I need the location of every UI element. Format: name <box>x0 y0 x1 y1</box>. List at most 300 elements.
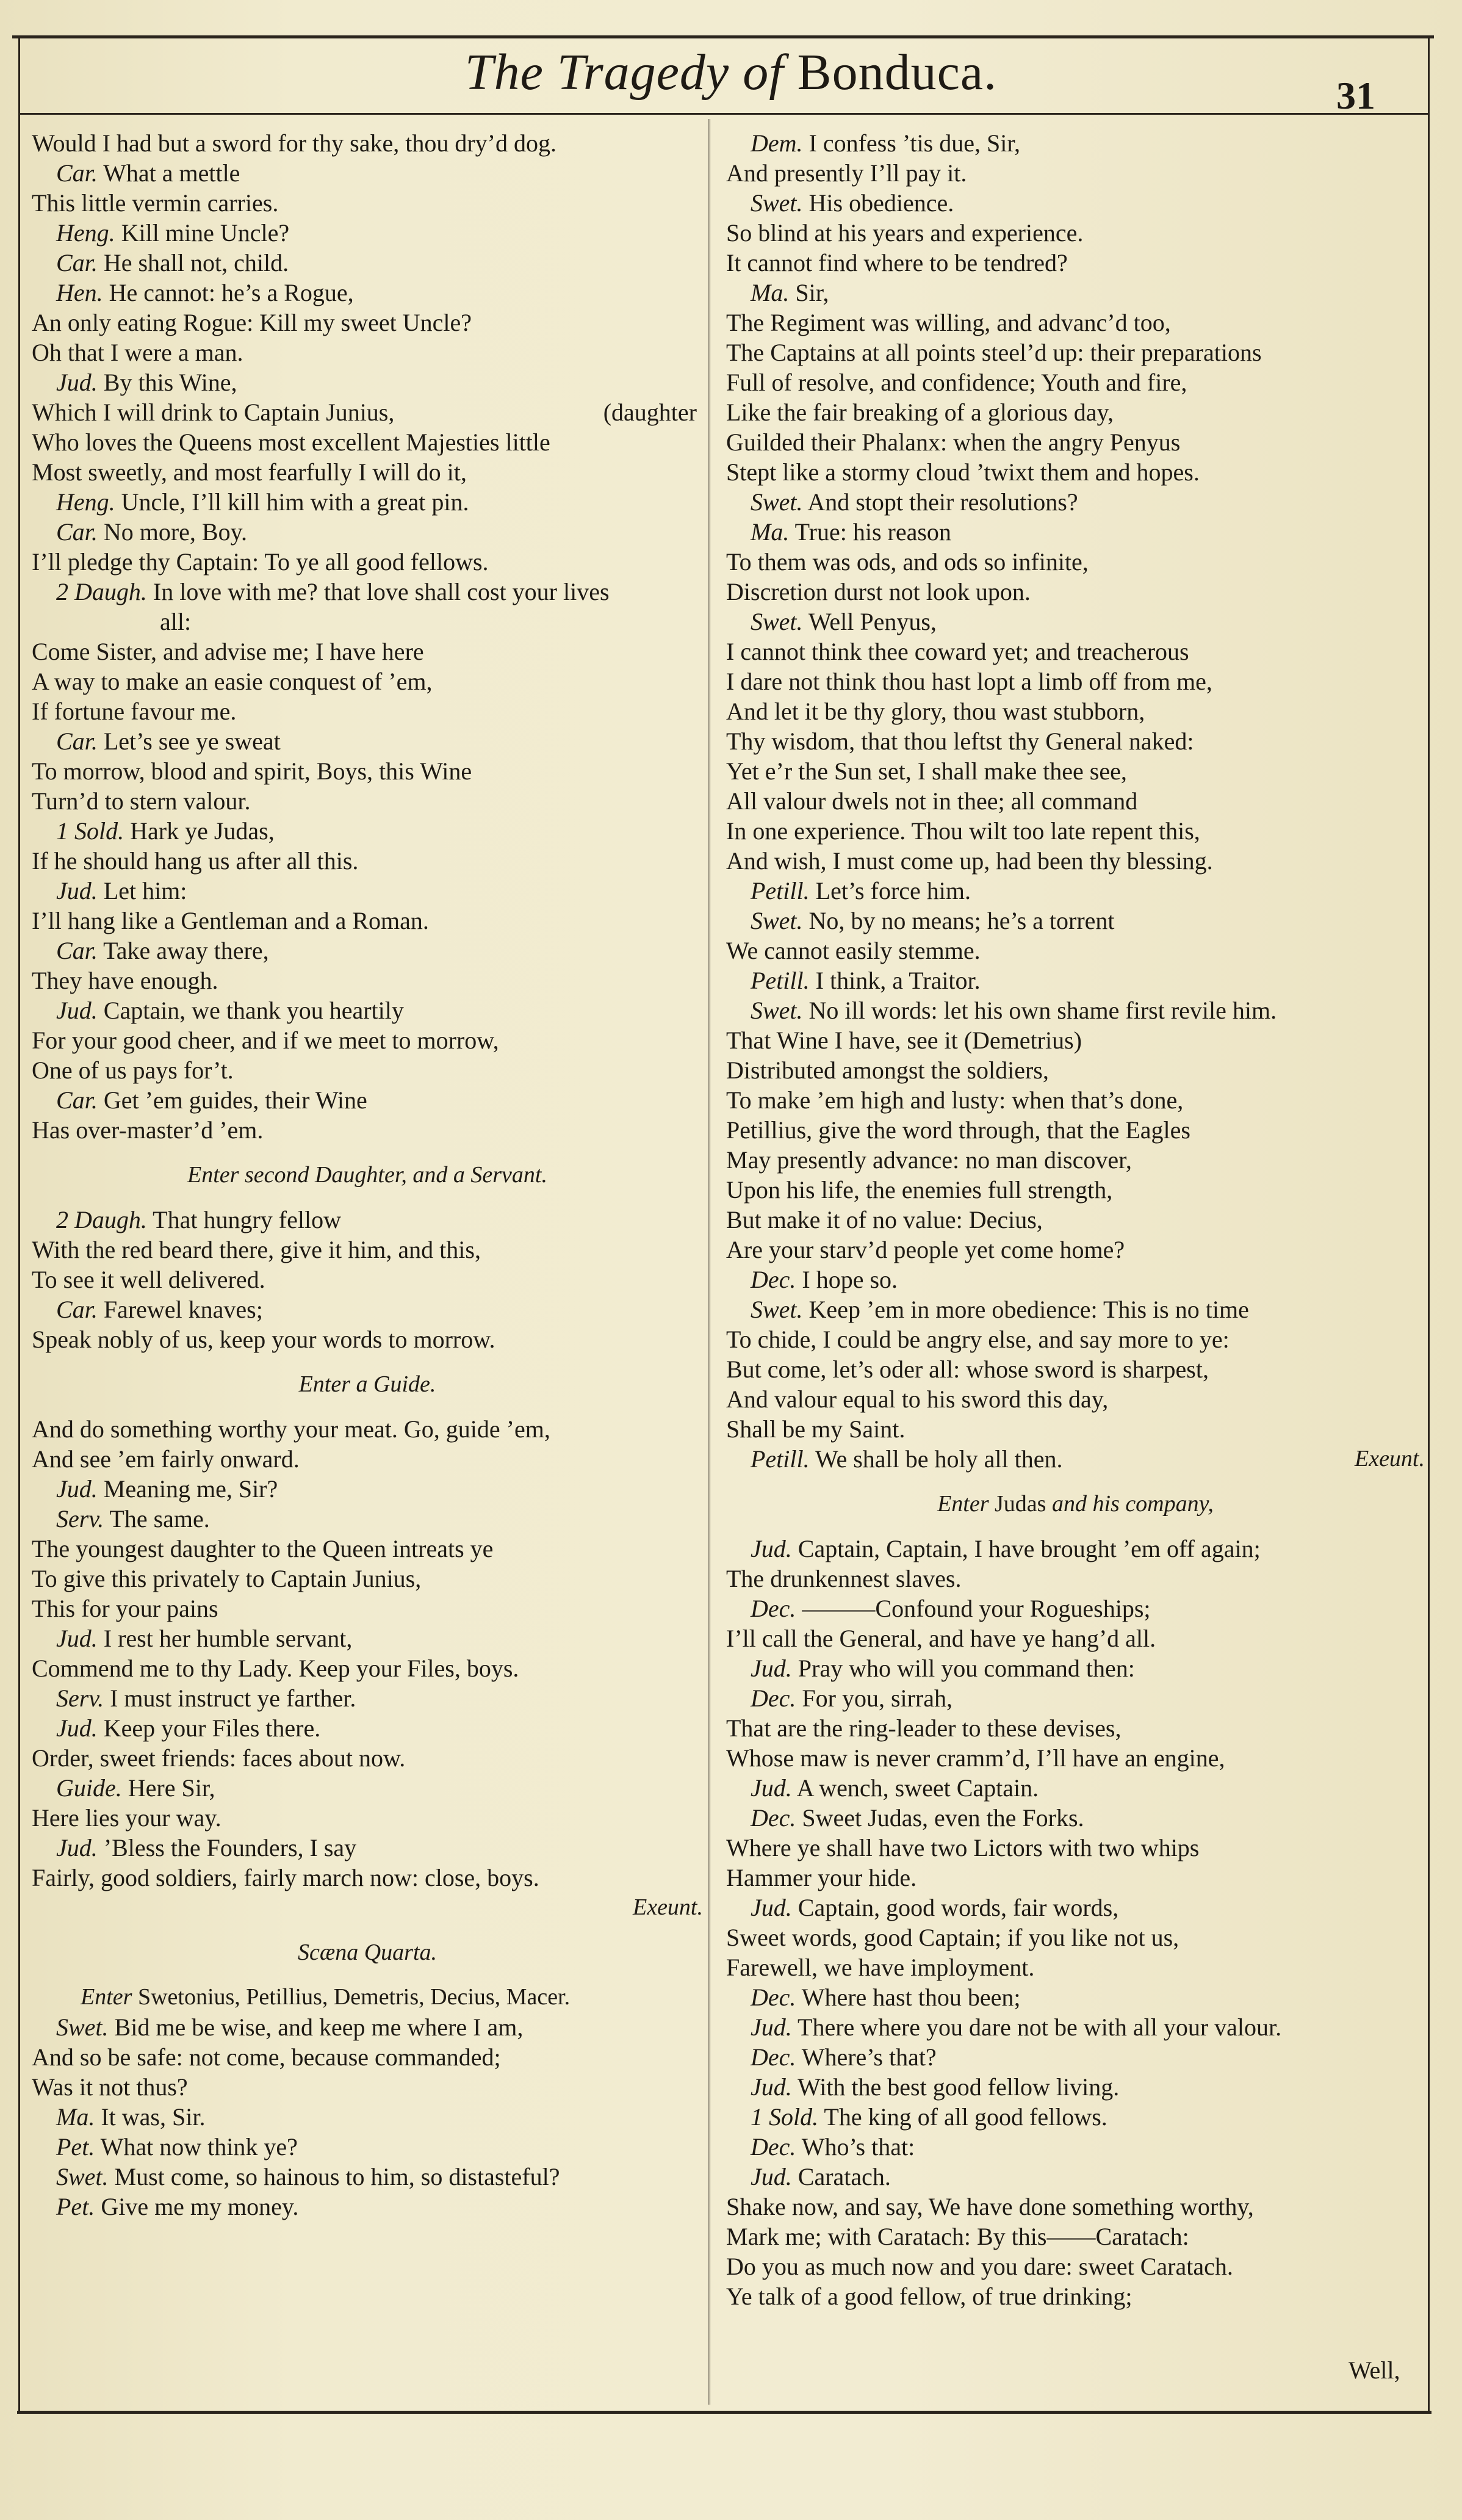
scene-heading: Scæna Quarta. <box>298 1940 437 1965</box>
speaker-name: Serv. <box>56 1505 104 1533</box>
speaker-name: Dec. <box>751 1266 796 1293</box>
verse-text: May presently advance: no man discover, <box>726 1146 1132 1174</box>
speech-text: By this Wine, <box>103 369 237 396</box>
verse-text: If fortune favour me. <box>32 698 237 725</box>
speech-line <box>32 1623 703 1653</box>
verse-line <box>726 457 1425 487</box>
verse-line <box>726 2281 1425 2311</box>
verse-text: For your good cheer, and if we meet to morrow, <box>32 1027 499 1054</box>
verse-text: Has over-master’d ’em. <box>32 1116 264 1144</box>
verse-line <box>726 1145 1425 1175</box>
title-tragedy: Tragedy <box>556 44 730 101</box>
speech-line <box>32 487 703 517</box>
verse-text: Speak nobly of us, keep your words to morrow. <box>32 1326 495 1353</box>
verse-text: To chide, I could be angry else, and say more to ye: <box>726 1326 1230 1353</box>
speech-line <box>726 2102 1425 2132</box>
verse-text: To them was ods, and ods so infinite, <box>726 548 1089 576</box>
speech-line <box>32 1474 703 1504</box>
stage-exit: Exeunt. <box>1354 1446 1425 1471</box>
entrance-names: Swetonius, Petillius, Demetris, Decius, Macer. <box>137 1984 571 2010</box>
verse-text: Shake now, and say, We have done something worthy, <box>726 2193 1254 2220</box>
speech-line <box>726 876 1425 906</box>
speech-text: Hark ye Judas, <box>130 817 275 845</box>
speech-line <box>32 2192 703 2222</box>
verse-text: And so be safe: not come, because commanded; <box>32 2043 501 2071</box>
speech-text: Farewel knaves; <box>103 1296 263 1323</box>
speaker-name: Jud. <box>751 2073 792 2101</box>
verse-text: And do something worthy your meat. Go, guide ’em, <box>32 1415 550 1443</box>
verse-line <box>726 1623 1425 1653</box>
verse-line <box>726 846 1425 876</box>
speaker-name: Hen. <box>56 279 103 306</box>
verse-text: Commend me to thy Lady. Keep your Files, boys. <box>32 1655 519 1682</box>
speaker-name: Dec. <box>751 1804 796 1832</box>
verse-line <box>32 1863 703 1893</box>
verse-text: And wish, I must come up, had been thy blessing. <box>726 847 1213 875</box>
speech-text: Let him: <box>103 877 187 904</box>
speech-text: ———Confound your Rogueships; <box>802 1595 1151 1622</box>
top-rule <box>12 35 1434 38</box>
verse-text: Was it not thus? <box>32 2073 188 2101</box>
verse-text: The Regiment was willing, and advanc’d too, <box>726 309 1171 336</box>
speaker-name: 1 Sold. <box>751 2103 819 2131</box>
catchword: Well, <box>1349 2356 1400 2384</box>
speaker-name: Jud. <box>56 1475 98 1503</box>
speech-text: It was, Sir. <box>101 2103 206 2131</box>
speech-text: No more, Boy. <box>103 518 247 546</box>
verse-text: All valour dwels not in thee; all command <box>726 787 1138 815</box>
speech-line <box>726 966 1425 995</box>
verse-text: Are your starv’d people yet come home? <box>726 1236 1125 1263</box>
speech-text: I hope so. <box>802 1266 898 1293</box>
speech-line <box>726 1893 1425 1922</box>
verse-line <box>726 397 1425 427</box>
bottom-rule <box>17 2411 1431 2414</box>
verse-line <box>726 816 1425 846</box>
verse-line <box>726 367 1425 397</box>
verse-text: Yet e’r the Sun set, I shall make thee see, <box>726 757 1127 785</box>
verse-text: Come Sister, and advise me; I have here <box>32 638 424 665</box>
verse-text: I cannot think thee coward yet; and treacherous <box>726 638 1189 665</box>
speech-text: No, by no means; he’s a torrent <box>808 907 1115 934</box>
verse-text: With the red beard there, give it him, and this, <box>32 1236 481 1263</box>
speech-line <box>726 1653 1425 1683</box>
verse-line <box>726 1354 1425 1384</box>
verse-text: Upon his life, the enemies full strength, <box>726 1176 1113 1204</box>
speech-line <box>32 876 703 906</box>
speech-line <box>726 995 1425 1025</box>
verse-line <box>726 1414 1425 1444</box>
verse-text: In one experience. Thou wilt too late repent this, <box>726 817 1200 845</box>
verse-line <box>726 2192 1425 2222</box>
verse-text: Thy wisdom, that thou leftst thy General naked: <box>726 727 1194 755</box>
speech-line <box>726 607 1425 637</box>
verse-text: And see ’em fairly onward. <box>32 1445 300 1473</box>
speech-text: No ill words: let his own shame first revile him. <box>808 997 1277 1024</box>
verse-line <box>726 726 1425 756</box>
speech-text: He shall not, child. <box>103 249 289 276</box>
verse-line <box>32 1594 703 1623</box>
speaker-name: Swet. <box>56 2163 109 2190</box>
speech-line <box>32 2162 703 2192</box>
left-text-column <box>32 128 703 2222</box>
speech-text: Uncle, I’ll kill him with a great pin. <box>121 488 469 516</box>
verse-text: Sweet words, good Captain; if you like not us, <box>726 1924 1179 1951</box>
speech-line <box>32 1205 703 1235</box>
speaker-name: Heng. <box>56 219 115 247</box>
stage-direction: Enter a Guide. <box>298 1371 436 1397</box>
speech-text: That hungry fellow <box>153 1206 341 1233</box>
verse-text: Here lies your way. <box>32 1804 221 1832</box>
speech-line <box>32 1773 703 1803</box>
speech-text: What now think ye? <box>100 2133 298 2161</box>
speech-line <box>32 278 703 308</box>
speech-line <box>32 1294 703 1324</box>
speaker-name: Pet. <box>56 2133 95 2161</box>
speaker-name: 2 Daugh. <box>56 578 147 605</box>
speech-text: Sweet Judas, even the Forks. <box>802 1804 1084 1832</box>
verse-line <box>726 2222 1425 2251</box>
stage-exit: Exeunt. <box>632 1894 703 1920</box>
verse-text: Most sweetly, and most fearfully I will do it, <box>32 458 467 486</box>
running-title <box>0 43 1462 102</box>
verse-line <box>32 1564 703 1594</box>
verse-line <box>726 1564 1425 1594</box>
verse-line <box>32 1743 703 1773</box>
verse-text: To give this privately to Captain Junius, <box>32 1565 422 1592</box>
speaker-name: Jud. <box>56 877 98 904</box>
verse-line <box>32 338 703 367</box>
speech-line <box>726 487 1425 517</box>
verse-text: Distributed amongst the soldiers, <box>726 1056 1049 1084</box>
speaker-name: Ma. <box>751 279 790 306</box>
verse-text: And valour equal to his sword this day, <box>726 1385 1109 1413</box>
verse-line <box>32 1534 703 1564</box>
stage-direction <box>726 1474 1425 1534</box>
verse-text: Whose maw is never cramm’d, I’ll have an engine, <box>726 1744 1225 1772</box>
speech-text: Pray who will you command then: <box>798 1655 1135 1682</box>
speech-text: Let’s force him. <box>815 877 971 904</box>
speaker-name: Swet. <box>751 608 803 635</box>
speech-line <box>726 128 1425 158</box>
verse-line <box>726 1384 1425 1414</box>
verse-text: One of us pays for’t. <box>32 1056 234 1084</box>
verse-line <box>32 1235 703 1265</box>
speech-line <box>726 2132 1425 2162</box>
speech-line <box>726 1594 1425 1623</box>
verse-text: To morrow, blood and spirit, Boys, this Wine <box>32 757 472 785</box>
speaker-name: Swet. <box>751 189 803 217</box>
speech-text: Get ’em guides, their Wine <box>103 1086 367 1114</box>
speech-line <box>726 517 1425 547</box>
verse-text: Like the fair breaking of a glorious day, <box>726 399 1114 426</box>
speech-line <box>32 577 703 607</box>
verse-text: I dare not think thou hast lopt a limb off from me, <box>726 668 1212 695</box>
verse-line <box>32 2042 703 2072</box>
speaker-name: Petill. <box>751 1445 810 1473</box>
verse-text: Petillius, give the word through, that the Eagles <box>726 1116 1190 1144</box>
speech-text: Who’s that: <box>801 2133 915 2161</box>
verse-text: I’ll pledge thy Captain: To ye all good fellows. <box>32 548 489 576</box>
verse-text: And presently I’ll pay it. <box>726 159 967 187</box>
speech-text: With the best good fellow living. <box>798 2073 1120 2101</box>
verse-line <box>32 427 703 457</box>
verse-line <box>726 1863 1425 1893</box>
speech-text: ’Bless the Founders, I say <box>103 1834 357 1861</box>
verse-line <box>726 696 1425 726</box>
speech-line <box>32 1833 703 1863</box>
speaker-name: Ma. <box>751 518 790 546</box>
verse-line <box>32 397 703 427</box>
speaker-name: Dec. <box>751 2133 796 2161</box>
verse-text: Oh that I were a man. <box>32 339 243 366</box>
verse-text: Fairly, good soldiers, fairly march now: close, boys. <box>32 1864 539 1891</box>
speech-text: And stopt their resolutions? <box>807 488 1078 516</box>
speech-text: For you, sirrah, <box>802 1684 953 1712</box>
speech-text: Captain, Captain, I have brought ’em off again; <box>798 1535 1261 1562</box>
speech-line <box>32 1504 703 1534</box>
speech-line <box>726 1444 1425 1474</box>
speech-text: Where hast thou been; <box>801 1984 1021 2011</box>
speaker-name: Car. <box>56 1086 98 1114</box>
verse-text: That Wine I have, see it (Demetrius) <box>726 1027 1082 1054</box>
speaker-name: Swet. <box>751 907 803 934</box>
speaker-name: Swet. <box>56 2013 109 2041</box>
verse-text: Stept like a stormy cloud ’twixt them and hopes. <box>726 458 1200 486</box>
speech-line <box>726 1982 1425 2012</box>
verse-line <box>726 1833 1425 1863</box>
verse-text: The Captains at all points steel’d up: their preparations <box>726 339 1262 366</box>
verse-text: Turn’d to stern valour. <box>32 787 251 815</box>
speech-text: He cannot: he’s a Rogue, <box>109 279 354 306</box>
verse-text: But come, let’s oder all: whose sword is sharpest, <box>726 1356 1209 1383</box>
speech-line <box>32 1683 703 1713</box>
speaker-name: Jud. <box>56 369 98 396</box>
speaker-name: Car. <box>56 937 98 964</box>
speech-line <box>726 2072 1425 2102</box>
verse-line <box>726 1713 1425 1743</box>
verse-text: The youngest daughter to the Queen intreats ye <box>32 1535 494 1562</box>
verse-line <box>32 308 703 338</box>
verse-text: So blind at his years and experience. <box>726 219 1084 247</box>
speech-line <box>726 906 1425 936</box>
speaker-name: Dem. <box>751 129 803 157</box>
verse-line <box>32 1055 703 1085</box>
speech-text: Where’s that? <box>801 2043 937 2071</box>
speech-line <box>726 1294 1425 1324</box>
speech-line <box>32 726 703 756</box>
speech-line <box>32 995 703 1025</box>
verse-line <box>32 1025 703 1055</box>
speaker-name: Dec. <box>751 1595 796 1622</box>
verse-line <box>32 696 703 726</box>
speaker-name: Jud. <box>56 1834 98 1861</box>
verse-line <box>726 1922 1425 1952</box>
verse-line <box>726 547 1425 577</box>
speech-text: Well Penyus, <box>808 608 937 635</box>
verse-text: I’ll hang like a Gentleman and a Roman. <box>32 907 429 934</box>
verse-line <box>726 1324 1425 1354</box>
speaker-name: Jud. <box>751 1894 792 1921</box>
verse-text: Farewell, we have imployment. <box>726 1954 1035 1981</box>
verse-text: Hammer your hide. <box>726 1864 917 1891</box>
speaker-name: Swet. <box>751 1296 803 1323</box>
entrance-direction <box>32 1982 703 2012</box>
verse-line <box>32 1414 703 1444</box>
verse-text: Full of resolve, and confidence; Youth and fire, <box>726 369 1187 396</box>
verse-text: We cannot easily stemme. <box>726 937 981 964</box>
title-the: The <box>464 44 544 101</box>
verse-line <box>726 666 1425 696</box>
speech-line <box>726 1773 1425 1803</box>
speech-line <box>726 1683 1425 1713</box>
verse-line <box>726 1235 1425 1265</box>
verse-continuation: all: <box>160 608 192 635</box>
speech-line <box>32 2102 703 2132</box>
verse-line <box>32 188 703 218</box>
verse-line <box>32 1324 703 1354</box>
verse-text: It cannot find where to be tendred? <box>726 249 1068 276</box>
verse-line <box>32 637 703 666</box>
verse-text: They have enough. <box>32 967 218 994</box>
verse-line <box>726 1743 1425 1773</box>
speech-text: Take away there, <box>103 937 269 964</box>
speaker-name: Jud. <box>751 1655 792 1682</box>
verse-line <box>726 936 1425 966</box>
speech-line <box>32 248 703 278</box>
speech-line <box>726 2042 1425 2072</box>
verse-line <box>726 1205 1425 1235</box>
speech-text: I must instruct ye farther. <box>110 1684 356 1712</box>
verse-line <box>726 248 1425 278</box>
verse-line <box>726 1085 1425 1115</box>
verse-line <box>726 308 1425 338</box>
speaker-name: Jud. <box>751 1774 792 1802</box>
speaker-name: Jud. <box>56 1625 98 1652</box>
verse-line <box>32 786 703 816</box>
speech-line <box>726 188 1425 218</box>
speech-text: Kill mine Uncle? <box>121 219 290 247</box>
speech-text: A wench, sweet Captain. <box>796 1774 1039 1802</box>
speaker-name: Petill. <box>751 967 810 994</box>
speech-line <box>32 1085 703 1115</box>
speaker-name: Car. <box>56 249 98 276</box>
verse-text: Discretion durst not look upon. <box>726 578 1031 605</box>
verse-line <box>32 547 703 577</box>
speech-text: The king of all good fellows. <box>824 2103 1107 2131</box>
speech-text: His obedience. <box>808 189 954 217</box>
speech-text: We shall be holy all then. <box>815 1445 1063 1473</box>
speech-text: Keep your Files there. <box>103 1714 321 1742</box>
speech-line <box>32 158 703 188</box>
speaker-name: Heng. <box>56 488 115 516</box>
verse-text: This for your pains <box>32 1595 218 1622</box>
speech-text: Captain, good words, fair words, <box>798 1894 1119 1921</box>
verse-text: Shall be my Saint. <box>726 1415 906 1443</box>
verse-text: The drunkennest slaves. <box>726 1565 962 1592</box>
speech-text: I think, a Traitor. <box>815 967 981 994</box>
verse-line <box>726 1055 1425 1085</box>
verse-line <box>32 128 703 158</box>
verse-line <box>726 1025 1425 1055</box>
verse-line <box>32 1115 703 1145</box>
speech-text: Let’s see ye sweat <box>103 727 281 755</box>
verse-line <box>726 1952 1425 1982</box>
verse-text: I’ll call the General, and have ye hang’d all. <box>726 1625 1156 1652</box>
speech-text: Here Sir, <box>128 1774 215 1802</box>
speech-text: Sir, <box>795 279 829 306</box>
speaker-name: Car. <box>56 727 98 755</box>
verse-line <box>726 1115 1425 1145</box>
speech-line <box>32 517 703 547</box>
verse-line <box>726 577 1425 607</box>
speech-text: In love with me? that love shall cost your lives <box>153 578 610 605</box>
speech-line <box>32 2012 703 2042</box>
speaker-name: Pet. <box>56 2193 95 2220</box>
verse-text: Which I will drink to Captain Junius, <box>32 399 395 426</box>
page-number: 31 <box>1336 74 1375 117</box>
speech-text: Meaning me, Sir? <box>103 1475 278 1503</box>
verse-text: Who loves the Queens most excellent Majesties little <box>32 428 550 456</box>
speech-line <box>32 218 703 248</box>
speaker-name: Swet. <box>751 997 803 1024</box>
speech-text: Give me my money. <box>101 2193 299 2220</box>
verse-text: An only eating Rogue: Kill my sweet Uncle? <box>32 309 472 336</box>
verse-line <box>32 1444 703 1474</box>
verse-text: Mark me; with Caratach: By this——Caratach: <box>726 2223 1189 2250</box>
speech-text: There where you dare not be with all your valour. <box>798 2013 1282 2041</box>
left-border <box>18 37 20 2411</box>
speaker-name: Petill. <box>751 877 810 904</box>
verse-line <box>32 906 703 936</box>
speaker-name: Jud. <box>751 1535 792 1562</box>
verse-text: This little vermin carries. <box>32 189 279 217</box>
verse-line <box>726 1175 1425 1205</box>
verse-text: That are the ring-leader to these devises, <box>726 1714 1122 1742</box>
title-name: Bonduca. <box>797 44 998 101</box>
verse-line <box>32 2072 703 2102</box>
speaker-name: 1 Sold. <box>56 817 124 845</box>
verse-text: Order, sweet friends: faces about now. <box>32 1744 406 1772</box>
speech-line <box>32 367 703 397</box>
stage-direction-enter: Enter <box>937 1491 989 1517</box>
verse-line <box>726 427 1425 457</box>
speech-line <box>726 1265 1425 1294</box>
speaker-name: Car. <box>56 1296 98 1323</box>
title-of: of <box>743 44 784 101</box>
marginal-turnover: (daughter <box>603 399 697 426</box>
speech-line <box>726 2162 1425 2192</box>
right-border <box>1428 37 1430 2411</box>
verse-line <box>32 846 703 876</box>
verse-text: Ye talk of a good fellow, of true drinking; <box>726 2283 1133 2310</box>
verse-text: To make ’em high and lusty: when that’s done, <box>726 1086 1184 1114</box>
verse-line <box>32 966 703 995</box>
speaker-name: Car. <box>56 159 98 187</box>
speech-line <box>726 278 1425 308</box>
verse-line <box>32 666 703 696</box>
speech-line <box>32 2132 703 2162</box>
verse-text: Guilded their Phalanx: when the angry Penyus <box>726 428 1181 456</box>
speaker-name: Dec. <box>751 1984 796 2011</box>
entrance-enter: Enter <box>81 1984 132 2010</box>
speaker-name: Ma. <box>56 2103 95 2131</box>
verse-line <box>726 158 1425 188</box>
column-divider <box>708 119 710 2405</box>
verse-line <box>32 756 703 786</box>
speech-line <box>32 816 703 846</box>
verse-text: Where ye shall have two Lictors with two whips <box>726 1834 1200 1861</box>
